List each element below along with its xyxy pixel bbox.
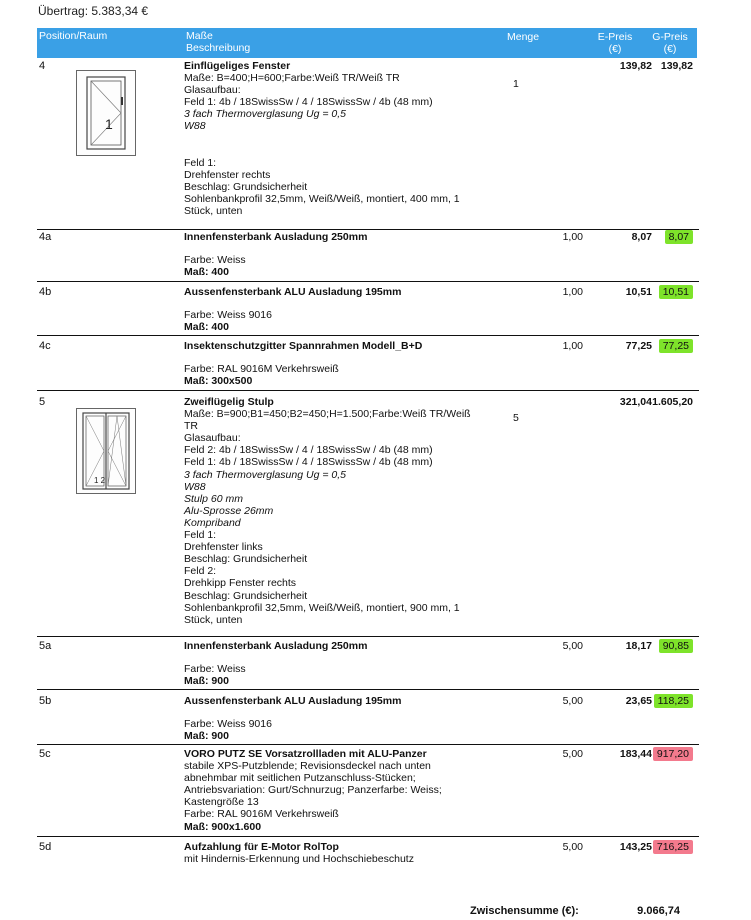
- item-title: Insektenschutzgitter Spannrahmen Modell_B+D: [184, 340, 423, 352]
- window-thumbnail-single: [76, 70, 136, 156]
- item-total-price: [637, 286, 693, 298]
- item-line: Farbe: RAL 9016M Verkehrsweiß: [184, 363, 339, 376]
- item-unit-price: 139,82: [619, 60, 652, 72]
- item-quantity: 5,00: [562, 841, 583, 853]
- item-line: Farbe: Weiss: [184, 663, 246, 676]
- item-total-price: [637, 640, 693, 652]
- item-description: [184, 231, 494, 278]
- item-title: Aussenfensterbank ALU Ausladung 195mm: [184, 695, 402, 707]
- item-description: [184, 286, 494, 333]
- item-title: Zweiflügelig Stulp: [184, 396, 274, 408]
- item-total-price: [637, 340, 693, 352]
- item-line: Drehfenster rechts: [184, 168, 271, 181]
- highlight-green: 8,07: [665, 230, 693, 244]
- row-divider: [37, 390, 699, 391]
- highlight-green: 77,25: [659, 339, 693, 353]
- row-divider: [37, 744, 699, 745]
- item-title: Innenfensterbank Ausladung 250mm: [184, 231, 368, 243]
- item-unit-price: 8,07: [631, 231, 652, 243]
- item-unit-price: 321,04: [619, 396, 652, 408]
- item-line: Drehkipp Fenster rechts: [184, 577, 297, 590]
- item-line-italic: 3 fach Thermoverglasung Ug = 0,5: [184, 108, 346, 121]
- item-line: Maß: 900x1.600: [184, 820, 262, 833]
- header-unit-price-currency: (€): [608, 43, 622, 55]
- position-number: 5b: [39, 695, 52, 707]
- header-position: Position/Raum: [39, 30, 108, 42]
- item-line: abnehmbar mit seitlichen Putzanschluss-Stücken;: [184, 772, 416, 785]
- item-description: [184, 396, 494, 626]
- item-line: Maße: B=900;B1=450;B2=450;H=1.500;Farbe:Weiß TR/Weiß: [184, 408, 471, 421]
- highlight-red: 917,20: [653, 747, 693, 761]
- item-total-price: 139,82: [660, 60, 693, 72]
- double-sash-window-icon: [77, 409, 135, 493]
- highlight-green: 10,51: [659, 285, 693, 299]
- header-quantity: Menge: [507, 31, 540, 43]
- item-line: Glasaufbau:: [184, 432, 241, 445]
- item-quantity: 1,00: [562, 231, 583, 243]
- single-sash-window-icon: [77, 71, 135, 155]
- position-number: 5a: [39, 640, 52, 652]
- item-total-price: [637, 231, 693, 243]
- item-line: Glasaufbau:: [184, 84, 241, 97]
- item-line-italic: 3 fach Thermoverglasung Ug = 0,5: [184, 468, 346, 481]
- row-divider: [37, 836, 699, 837]
- item-title: Aussenfensterbank ALU Ausladung 195mm: [184, 286, 402, 298]
- item-line: Maß: 400: [184, 266, 229, 279]
- item-unit-price: 10,51: [625, 286, 652, 298]
- item-line: Feld 1:: [184, 156, 217, 169]
- header-total-price-currency: (€): [663, 43, 677, 55]
- item-line: Beschlag: Grundsicherheit: [184, 553, 308, 566]
- item-line-italic: W88: [184, 480, 206, 493]
- item-line: Stück, unten: [184, 204, 243, 217]
- item-unit-price: 18,17: [625, 640, 652, 652]
- item-line: Farbe: RAL 9016M Verkehrsweiß: [184, 808, 339, 821]
- item-line: Sohlenbankprofil 32,5mm, Weiß/Weiß, montiert, 900 mm, 1: [184, 601, 460, 614]
- item-line: Maß: 300x500: [184, 375, 253, 388]
- item-line: Feld 1: 4b / 18SwissSw / 4 / 18SwissSw / 4b (48 mm): [184, 456, 433, 469]
- item-line: Feld 2: 4b / 18SwissSw / 4 / 18SwissSw / 4b (48 mm): [184, 444, 433, 457]
- item-unit-price: 77,25: [625, 340, 652, 352]
- item-quantity: 1,00: [562, 286, 583, 298]
- item-description: [184, 748, 494, 833]
- item-line: Stück, unten: [184, 613, 243, 626]
- item-line: Farbe: Weiss 9016: [184, 718, 272, 731]
- item-line: stabile XPS-Putzblende; Revisionsdeckel nach unten: [184, 760, 431, 773]
- item-total-price: [637, 841, 693, 853]
- item-total-price: 1.605,20: [652, 396, 693, 408]
- subtotal-label: Zwischensumme (€):: [470, 905, 579, 917]
- item-total-price: [637, 748, 693, 760]
- highlight-green: 90,85: [659, 639, 693, 653]
- header-unit-price: E-Preis: [597, 31, 633, 43]
- item-line-italic: Kompriband: [184, 516, 241, 529]
- highlight-red: 716,25: [653, 840, 693, 854]
- window-field-number: 1: [105, 116, 113, 132]
- item-line: Maße: B=400;H=600;Farbe:Weiß TR/Weiß TR: [184, 72, 400, 85]
- row-divider: [37, 229, 699, 230]
- item-line: Farbe: Weiss: [184, 254, 246, 267]
- item-line: Maß: 400: [184, 321, 229, 334]
- highlight-green: 118,25: [654, 694, 693, 708]
- item-line: Beschlag: Grundsicherheit: [184, 180, 308, 193]
- item-description: [184, 695, 494, 742]
- item-title: VORO PUTZ SE Vorsatzrollladen mit ALU-Panzer: [184, 748, 427, 760]
- item-quantity: 5,00: [562, 748, 583, 760]
- row-divider: [37, 281, 699, 282]
- position-number: 4: [39, 60, 46, 72]
- position-number: 5d: [39, 841, 52, 853]
- header-dimensions: Maße: [186, 30, 213, 42]
- position-number: 5: [39, 396, 46, 408]
- item-line: Maß: 900: [184, 675, 229, 688]
- item-line: Kastengröße 13: [184, 796, 259, 809]
- item-description: [184, 640, 494, 687]
- item-line: Feld 2:: [184, 565, 217, 578]
- carryover-amount: Übertrag: 5.383,34 €: [38, 4, 149, 18]
- item-line: mit Hindernis-Erkennung und Hochschiebeschutz: [184, 853, 414, 866]
- item-title: Einflügeliges Fenster: [184, 60, 291, 72]
- position-number: 4b: [39, 286, 52, 298]
- item-line: Feld 1: 4b / 18SwissSw / 4 / 18SwissSw / 4b (48 mm): [184, 96, 433, 109]
- item-title: Innenfensterbank Ausladung 250mm: [184, 640, 368, 652]
- item-description: [184, 60, 494, 217]
- item-line-italic: W88: [184, 120, 206, 133]
- position-number: 4a: [39, 231, 52, 243]
- row-divider: [37, 636, 699, 637]
- item-quantity: 5,00: [562, 640, 583, 652]
- item-quantity: 1: [513, 78, 519, 90]
- window-field-numbers: 1 2: [94, 476, 106, 485]
- item-description: [184, 841, 494, 865]
- item-line: TR: [184, 420, 198, 433]
- item-description: [184, 340, 494, 387]
- header-total-price: G-Preis: [652, 31, 688, 43]
- item-line: Farbe: Weiss 9016: [184, 309, 272, 322]
- item-unit-price: 143,25: [619, 841, 652, 853]
- item-line: Feld 1:: [184, 529, 217, 542]
- item-line: Antriebsvariation: Gurt/Schnurzug; Panzerfarbe: Weiss;: [184, 784, 442, 797]
- item-quantity: 5: [513, 412, 519, 424]
- position-number: 4c: [39, 340, 51, 352]
- header-description: Beschreibung: [186, 42, 251, 54]
- window-thumbnail-double: [76, 408, 136, 494]
- item-total-price: [637, 695, 693, 707]
- row-divider: [37, 335, 699, 336]
- item-line-italic: Stulp 60 mm: [184, 492, 243, 505]
- item-title: Aufzahlung für E-Motor RolTop: [184, 841, 339, 853]
- item-line-italic: Alu-Sprosse 26mm: [184, 504, 274, 517]
- item-quantity: 1,00: [562, 340, 583, 352]
- item-unit-price: 23,65: [625, 695, 652, 707]
- item-line: Sohlenbankprofil 32,5mm, Weiß/Weiß, montiert, 400 mm, 1: [184, 192, 460, 205]
- item-unit-price: 183,44: [619, 748, 652, 760]
- position-number: 5c: [39, 748, 51, 760]
- subtotal-value: 9.066,74: [637, 905, 680, 917]
- item-line: Maß: 900: [184, 730, 229, 743]
- row-divider: [37, 689, 699, 690]
- item-quantity: 5,00: [562, 695, 583, 707]
- table-header: [37, 28, 697, 58]
- item-line: Drehfenster links: [184, 541, 263, 554]
- item-line: Beschlag: Grundsicherheit: [184, 589, 308, 602]
